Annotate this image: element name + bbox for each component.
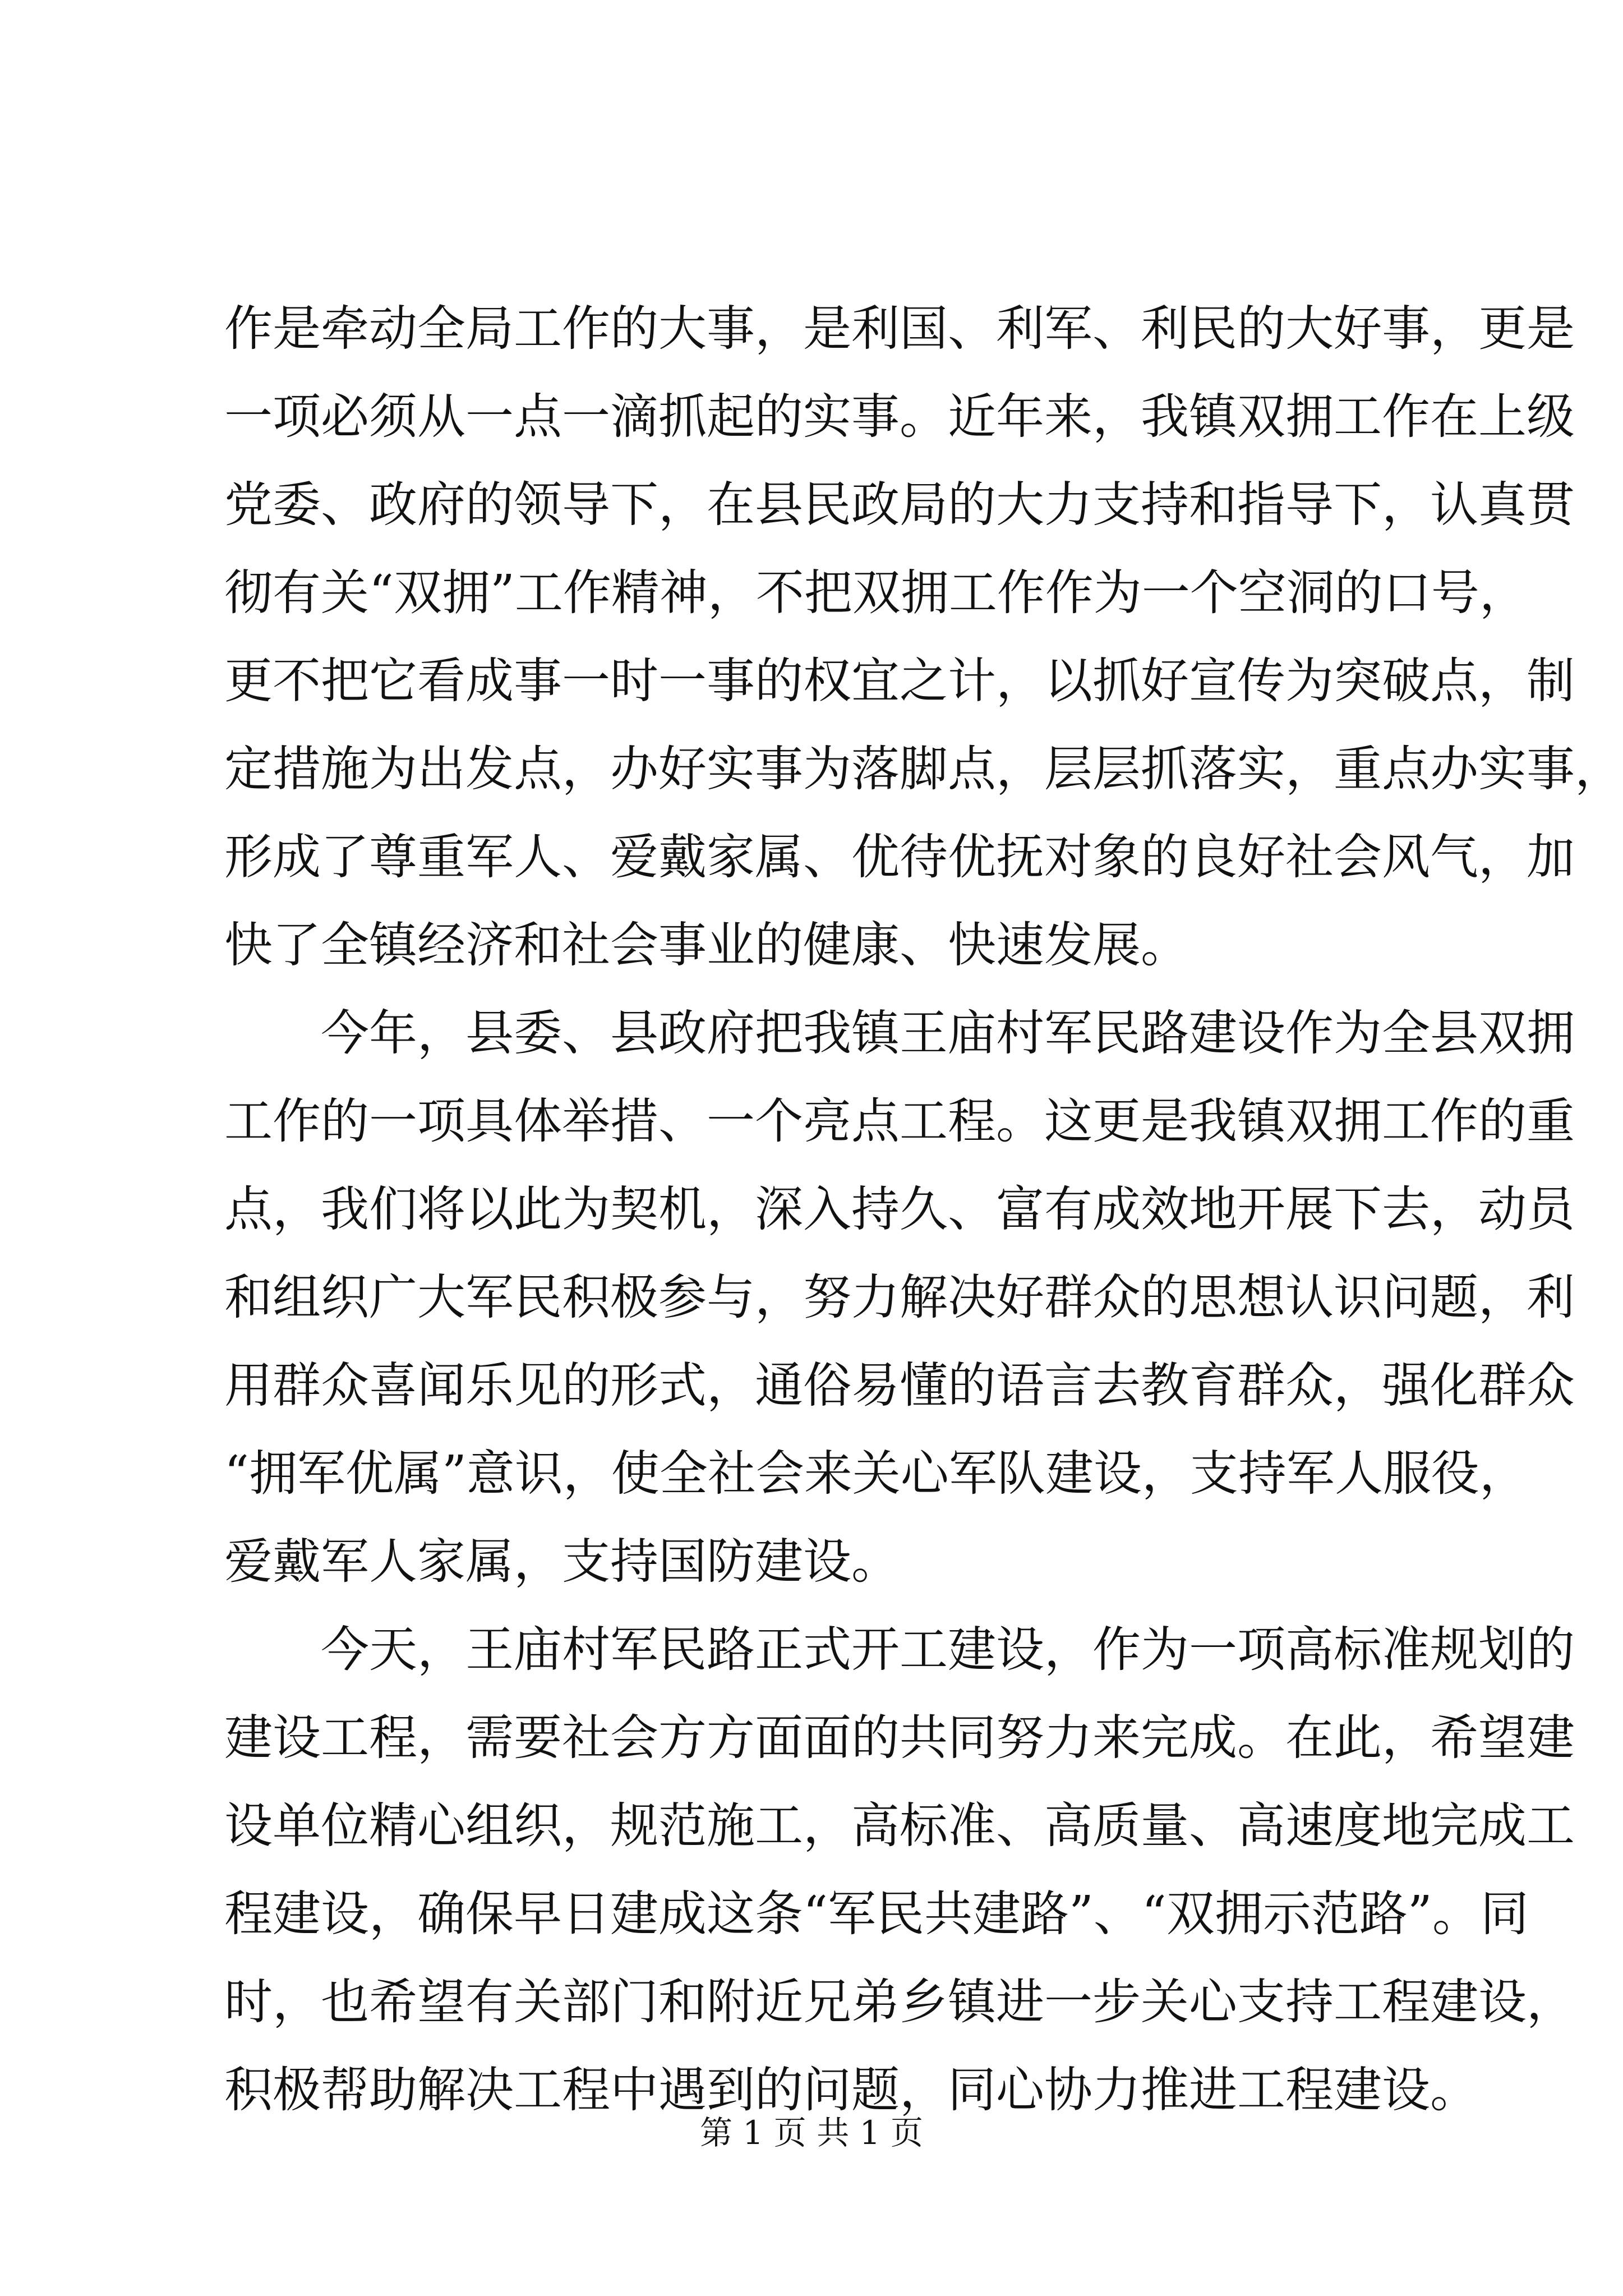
text-line: 点，我们将以此为契机，深入持久、富有成效地开展下去，动员 [224,1181,1575,1237]
text-line: 设单位精心组织，规范施工，高标准、高质量、高速度地完成工 [224,1798,1575,1854]
text-line: 用群众喜闻乐见的形式，通俗易懂的语言去教育群众，强化群众 [224,1358,1575,1414]
text-line: 彻有关“双拥”工作精神，不把双拥工作作为一个空洞的口号， [224,565,1528,621]
text-line: 和组织广大军民积极参与，努力解决好群众的思想认识问题，利 [224,1269,1575,1326]
text-line: 快了全镇经济和社会事业的健康、快速发展。 [224,917,1189,973]
text-line: 更不把它看成事一时一事的权宜之计，以抓好宣传为突破点，制 [224,653,1575,709]
text-line: 工作的一项具体举措、一个亮点工程。这更是我镇双拥工作的重 [224,1093,1575,1149]
page-footer [0,2110,1623,2155]
text-line: 程建设，确保早日建成这条“军民共建路”、“双拥示范路”。同 [224,1886,1529,1942]
text-line: 作是牵动全局工作的大事，是利国、利军、利民的大好事，更是 [224,301,1575,357]
text-line: 一项必须从一点一滴抓起的实事。近年来，我镇双拥工作在上级 [224,389,1575,445]
text-line: 建设工程，需要社会方方面面的共同努力来完成。在此，希望建 [224,1710,1575,1766]
text-line: 爱戴军人家属，支持国防建设。 [224,1534,900,1590]
text-line: 时，也希望有关部门和附近兄弟乡镇进一步关心支持工程建设， [224,1974,1575,2030]
page-number-label: 第 1 页 共 1 页 [700,2114,923,2152]
text-line: 定措施为出发点，办好实事为落脚点，层层抓落实，重点办实事， [224,741,1623,797]
text-line: 形成了尊重军人、爱戴家属、优待优抚对象的良好社会风气，加 [224,829,1575,885]
text-line: 积极帮助解决工程中遇到的问题，同心协力推进工程建设。 [224,2062,1478,2118]
text-line: 党委、政府的领导下，在县民政局的大力支持和指导下，认真贯 [224,477,1575,533]
text-line: 今年，县委、县政府把我镇王庙村军民路建设作为全县双拥 [321,1005,1575,1061]
text-line: “拥军优属”意识，使全社会来关心军队建设，支持军人服役， [224,1446,1528,1502]
text-line: 今天，王庙村军民路正式开工建设，作为一项高标准规划的 [321,1622,1575,1678]
document-body [224,285,1623,2134]
